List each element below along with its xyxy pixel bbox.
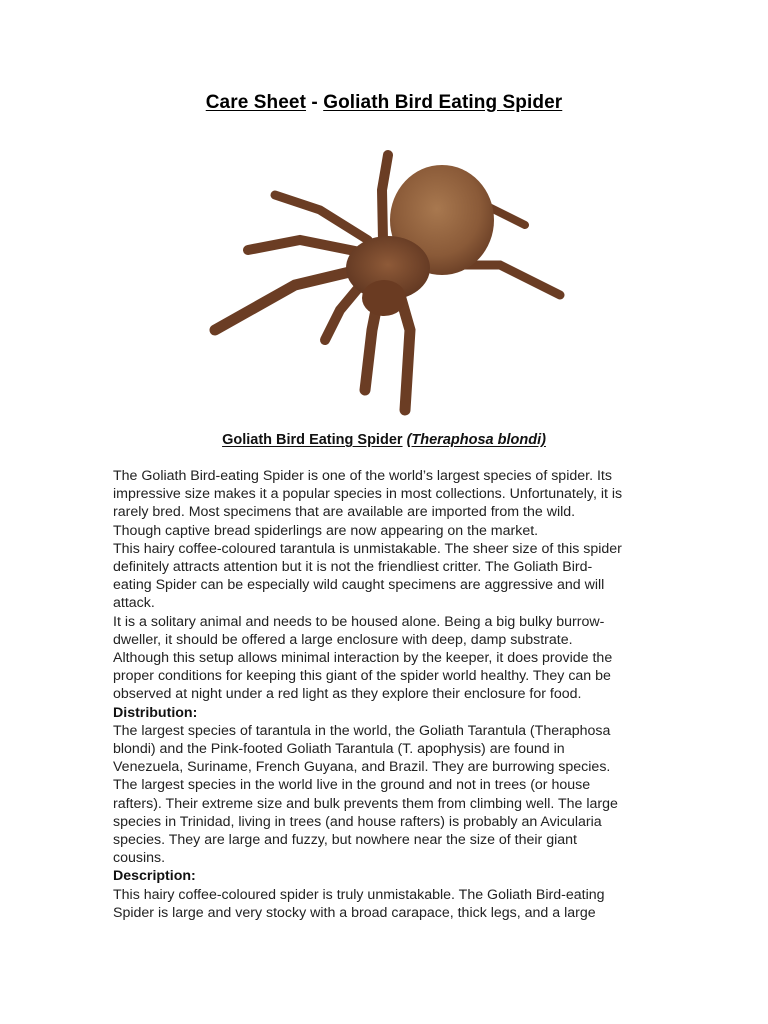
text-line: definitely attracts attention but it is not the friendliest critter. The Goliath Bird-: [113, 559, 593, 576]
text-line: Though captive bread spiderlings are now appearing on the market.: [113, 522, 539, 539]
text-line: species. They are large and fuzzy, but nowhere near the size of their giant: [113, 832, 577, 849]
text-line: impressive size makes it a popular species in most collections. Unfortunately, it is: [113, 486, 623, 503]
figure-caption: [0, 432, 768, 448]
text-line: Venezuela, Suriname, French Guyana, and Brazil. They are burrowing species.: [113, 759, 611, 776]
intro-paragraph: [113, 467, 638, 540]
text-line: observed at night under a red light as they explore their enclosure for food.: [113, 686, 582, 703]
section-heading-description: Description:: [113, 868, 196, 885]
text-line: Spider is large and very stocky with a broad carapace, thick legs, and a large: [113, 904, 596, 921]
title-part-care-sheet: Care Sheet: [205, 92, 307, 113]
section-heading-distribution: Distribution:: [113, 704, 198, 721]
text-line: blondi) and the Pink-footed Goliath Tarantula (T. apophysis) are found in: [113, 741, 565, 758]
text-line: cousins.: [113, 850, 166, 867]
intro-paragraph: [113, 613, 638, 704]
text-line: rafters). Their extreme size and bulk prevents them from climbing well. The large: [113, 795, 618, 812]
text-line: attack.: [113, 595, 155, 612]
intro-paragraph: [113, 540, 638, 613]
caption-common-name: Goliath Bird Eating Spider: [222, 432, 403, 448]
text-line: dweller, it should be offered a large enclosure with deep, damp substrate.: [113, 631, 573, 648]
description-paragraph: [113, 886, 638, 922]
text-line: eating Spider can be especially wild caught specimens are aggressive and will: [113, 577, 605, 594]
text-line: Although this setup allows minimal interaction by the keeper, it does provide the: [113, 650, 613, 667]
text-line: species in Trinidad, living in trees (and house rafters) is probably an Avicularia: [113, 813, 602, 830]
caption-scientific-name: (Theraphosa blondi): [406, 432, 546, 448]
document-body: [113, 467, 638, 922]
text-line: This hairy coffee-coloured tarantula is unmistakable. The sheer size of this spider: [113, 540, 622, 557]
title-separator: -: [306, 92, 324, 113]
text-line: It is a solitary animal and needs to be housed alone. Being a big bulky burrow-: [113, 613, 605, 630]
text-line: The largest species in the world live in the ground and not in trees (or house: [113, 777, 591, 794]
spider-photo: [200, 140, 570, 420]
distribution-paragraph: [113, 722, 638, 868]
text-line: The largest species of tarantula in the world, the Goliath Tarantula (Theraphosa: [113, 722, 611, 739]
spider-illustration-icon: [200, 140, 570, 420]
text-line: This hairy coffee-coloured spider is truly unmistakable. The Goliath Bird-eating: [113, 886, 605, 903]
text-line: The Goliath Bird-eating Spider is one of the world’s largest species of spider. Its: [113, 468, 612, 484]
title-part-species: Goliath Bird Eating Spider: [323, 92, 563, 113]
text-line: rarely bred. Most specimens that are available are imported from the wild.: [113, 504, 576, 521]
text-line: proper conditions for keeping this giant of the spider world healthy. They can be: [113, 668, 611, 685]
page-title: [0, 92, 768, 114]
